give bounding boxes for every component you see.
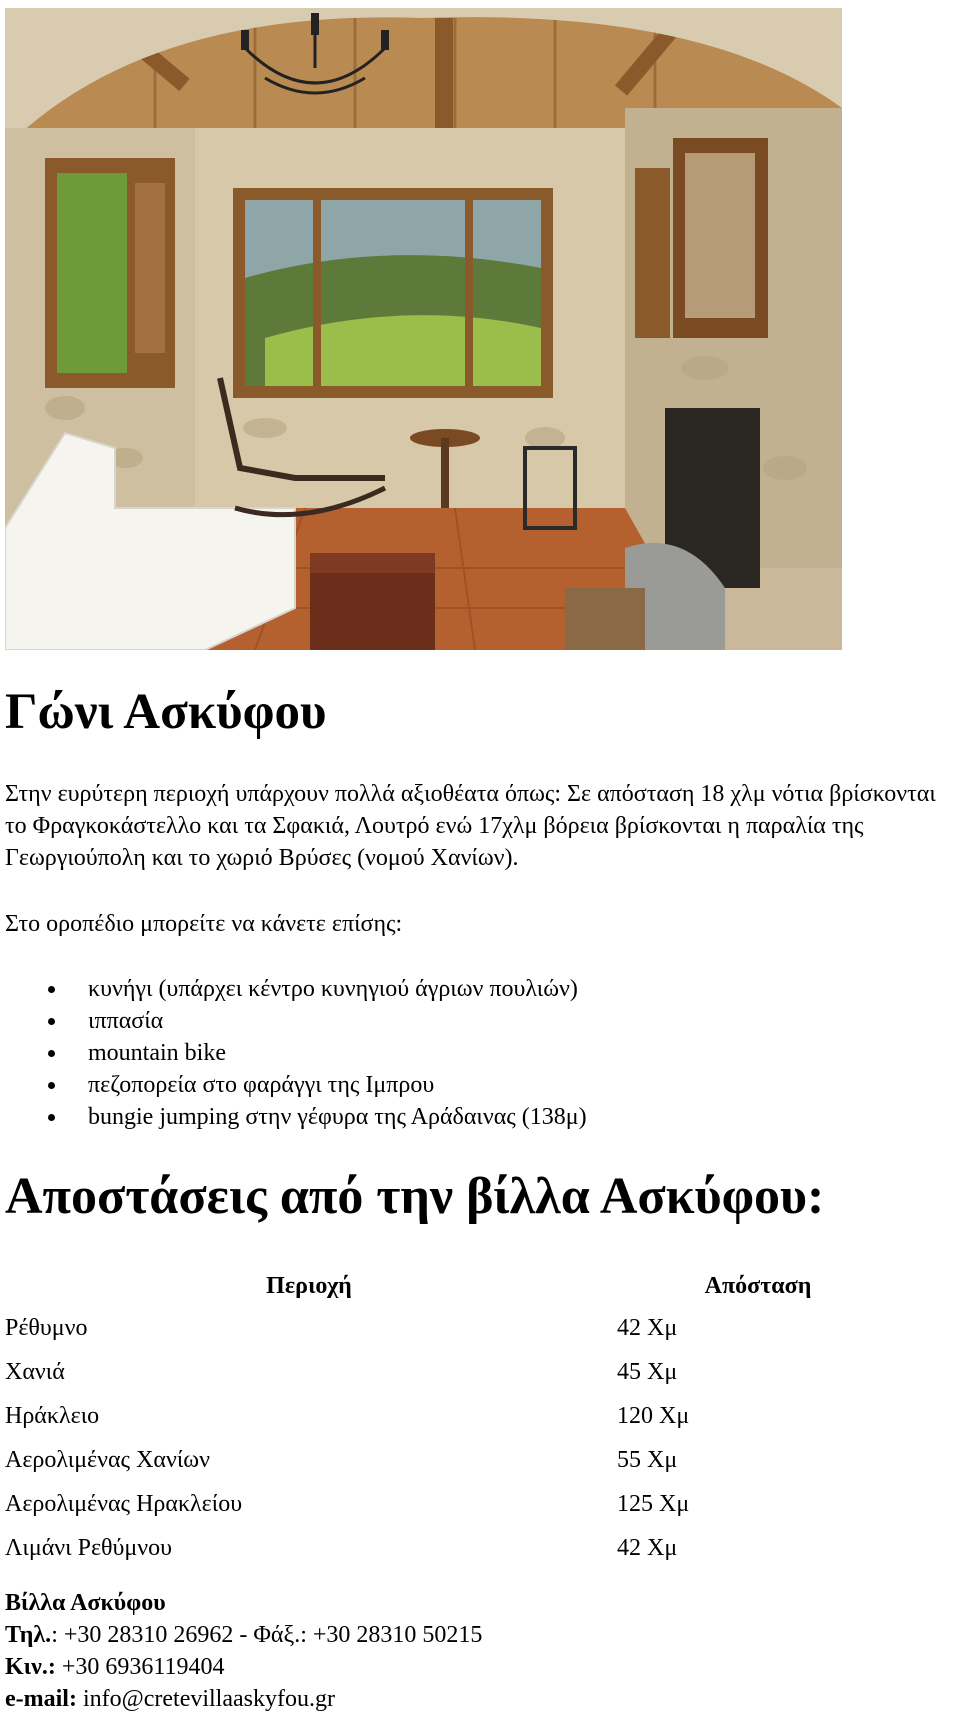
region-cell: Ηράκλειο	[5, 1402, 100, 1429]
region-cell: Αερολιμένας Χανίων	[5, 1446, 210, 1473]
mobile-label: Κιν.:	[5, 1654, 56, 1680]
list-item	[0, 1069, 587, 1101]
email-value[interactable]: info@cretevillaaskyfou.gr	[76, 1686, 335, 1712]
phone-value: : +30 28310 26962 - Φάξ.: +30 28310 50215	[51, 1622, 483, 1648]
villa-name: Βίλλα Ασκύφου	[5, 1590, 166, 1616]
table-row	[0, 1306, 898, 1350]
villa-interior-illustration	[5, 8, 842, 650]
bullet-icon	[48, 986, 55, 993]
bullet-icon	[48, 1050, 55, 1057]
phone-label: Τηλ.	[5, 1622, 52, 1648]
table-row	[0, 1438, 898, 1482]
table-row	[0, 1482, 898, 1526]
list-item	[0, 973, 587, 1005]
list-item	[0, 1005, 587, 1037]
region-cell: Αερολιμένας Ηρακλείου	[5, 1490, 243, 1517]
region-cell: Ρέθυμνο	[5, 1314, 88, 1341]
contact-phone-line	[5, 1619, 482, 1651]
villa-interior-photo	[5, 8, 842, 650]
table-header-row	[0, 1266, 898, 1306]
distance-cell: 42 Χμ	[617, 1314, 678, 1341]
region-cell: Λιμάνι Ρεθύμνου	[5, 1534, 173, 1561]
activity-label: πεζοπορεία στο φαράγγι της Ιμπρου	[88, 1072, 435, 1098]
table-row	[0, 1394, 898, 1438]
intro-paragraph: Στην ευρύτερη περιοχή υπάρχουν πολλά αξιοθέατα όπως: Σε απόσταση 18 χλμ νότια βρίσκονται το Φραγκοκάστελλο και τα Σφακιά, Λουτρό ενώ 17χλμ βόρεια βρίσκονται η παραλία της Γεωργιούπολη και το χωριό Βρύσες (νομού Χανίων).	[5, 781, 936, 871]
list-item	[0, 1101, 587, 1133]
bullet-icon	[48, 1114, 55, 1121]
distances-heading: Αποστάσεις από την βίλλα Ασκύφου:	[5, 1168, 825, 1225]
activity-label: bungie jumping στην γέφυρα της Αράδαινας (138μ)	[88, 1104, 587, 1130]
table-row	[0, 1526, 898, 1570]
page-title: Γώνι Ασκύφου	[5, 684, 327, 740]
distance-cell: 125 Χμ	[617, 1490, 690, 1517]
bullet-icon	[48, 1082, 55, 1089]
column-header-region: Περιοχή	[266, 1272, 352, 1299]
mobile-value: +30 6936119404	[55, 1654, 225, 1680]
plateau-intro: Στο οροπέδιο μπορείτε να κάνετε επίσης:	[5, 911, 403, 937]
activity-label: mountain bike	[88, 1040, 226, 1066]
activities-list	[0, 973, 587, 1133]
contact-name-line	[5, 1587, 482, 1619]
distance-cell: 55 Χμ	[617, 1446, 678, 1473]
distance-cell: 120 Χμ	[617, 1402, 690, 1429]
list-item	[0, 1037, 587, 1069]
distance-cell: 45 Χμ	[617, 1358, 678, 1385]
email-label: e-mail:	[5, 1686, 77, 1712]
activity-label: κυνήγι (υπάρχει κέντρο κυνηγιού άγριων πουλιών)	[88, 976, 578, 1002]
contact-block	[5, 1587, 482, 1715]
column-header-distance: Απόσταση	[704, 1272, 812, 1299]
contact-mobile-line	[5, 1651, 482, 1683]
activity-label: ιππασία	[88, 1008, 164, 1034]
table-row	[0, 1350, 898, 1394]
distance-cell: 42 Χμ	[617, 1534, 678, 1561]
region-cell: Χανιά	[5, 1358, 65, 1385]
bullet-icon	[48, 1018, 55, 1025]
distances-table	[0, 1266, 898, 1570]
contact-email-line	[5, 1683, 482, 1715]
